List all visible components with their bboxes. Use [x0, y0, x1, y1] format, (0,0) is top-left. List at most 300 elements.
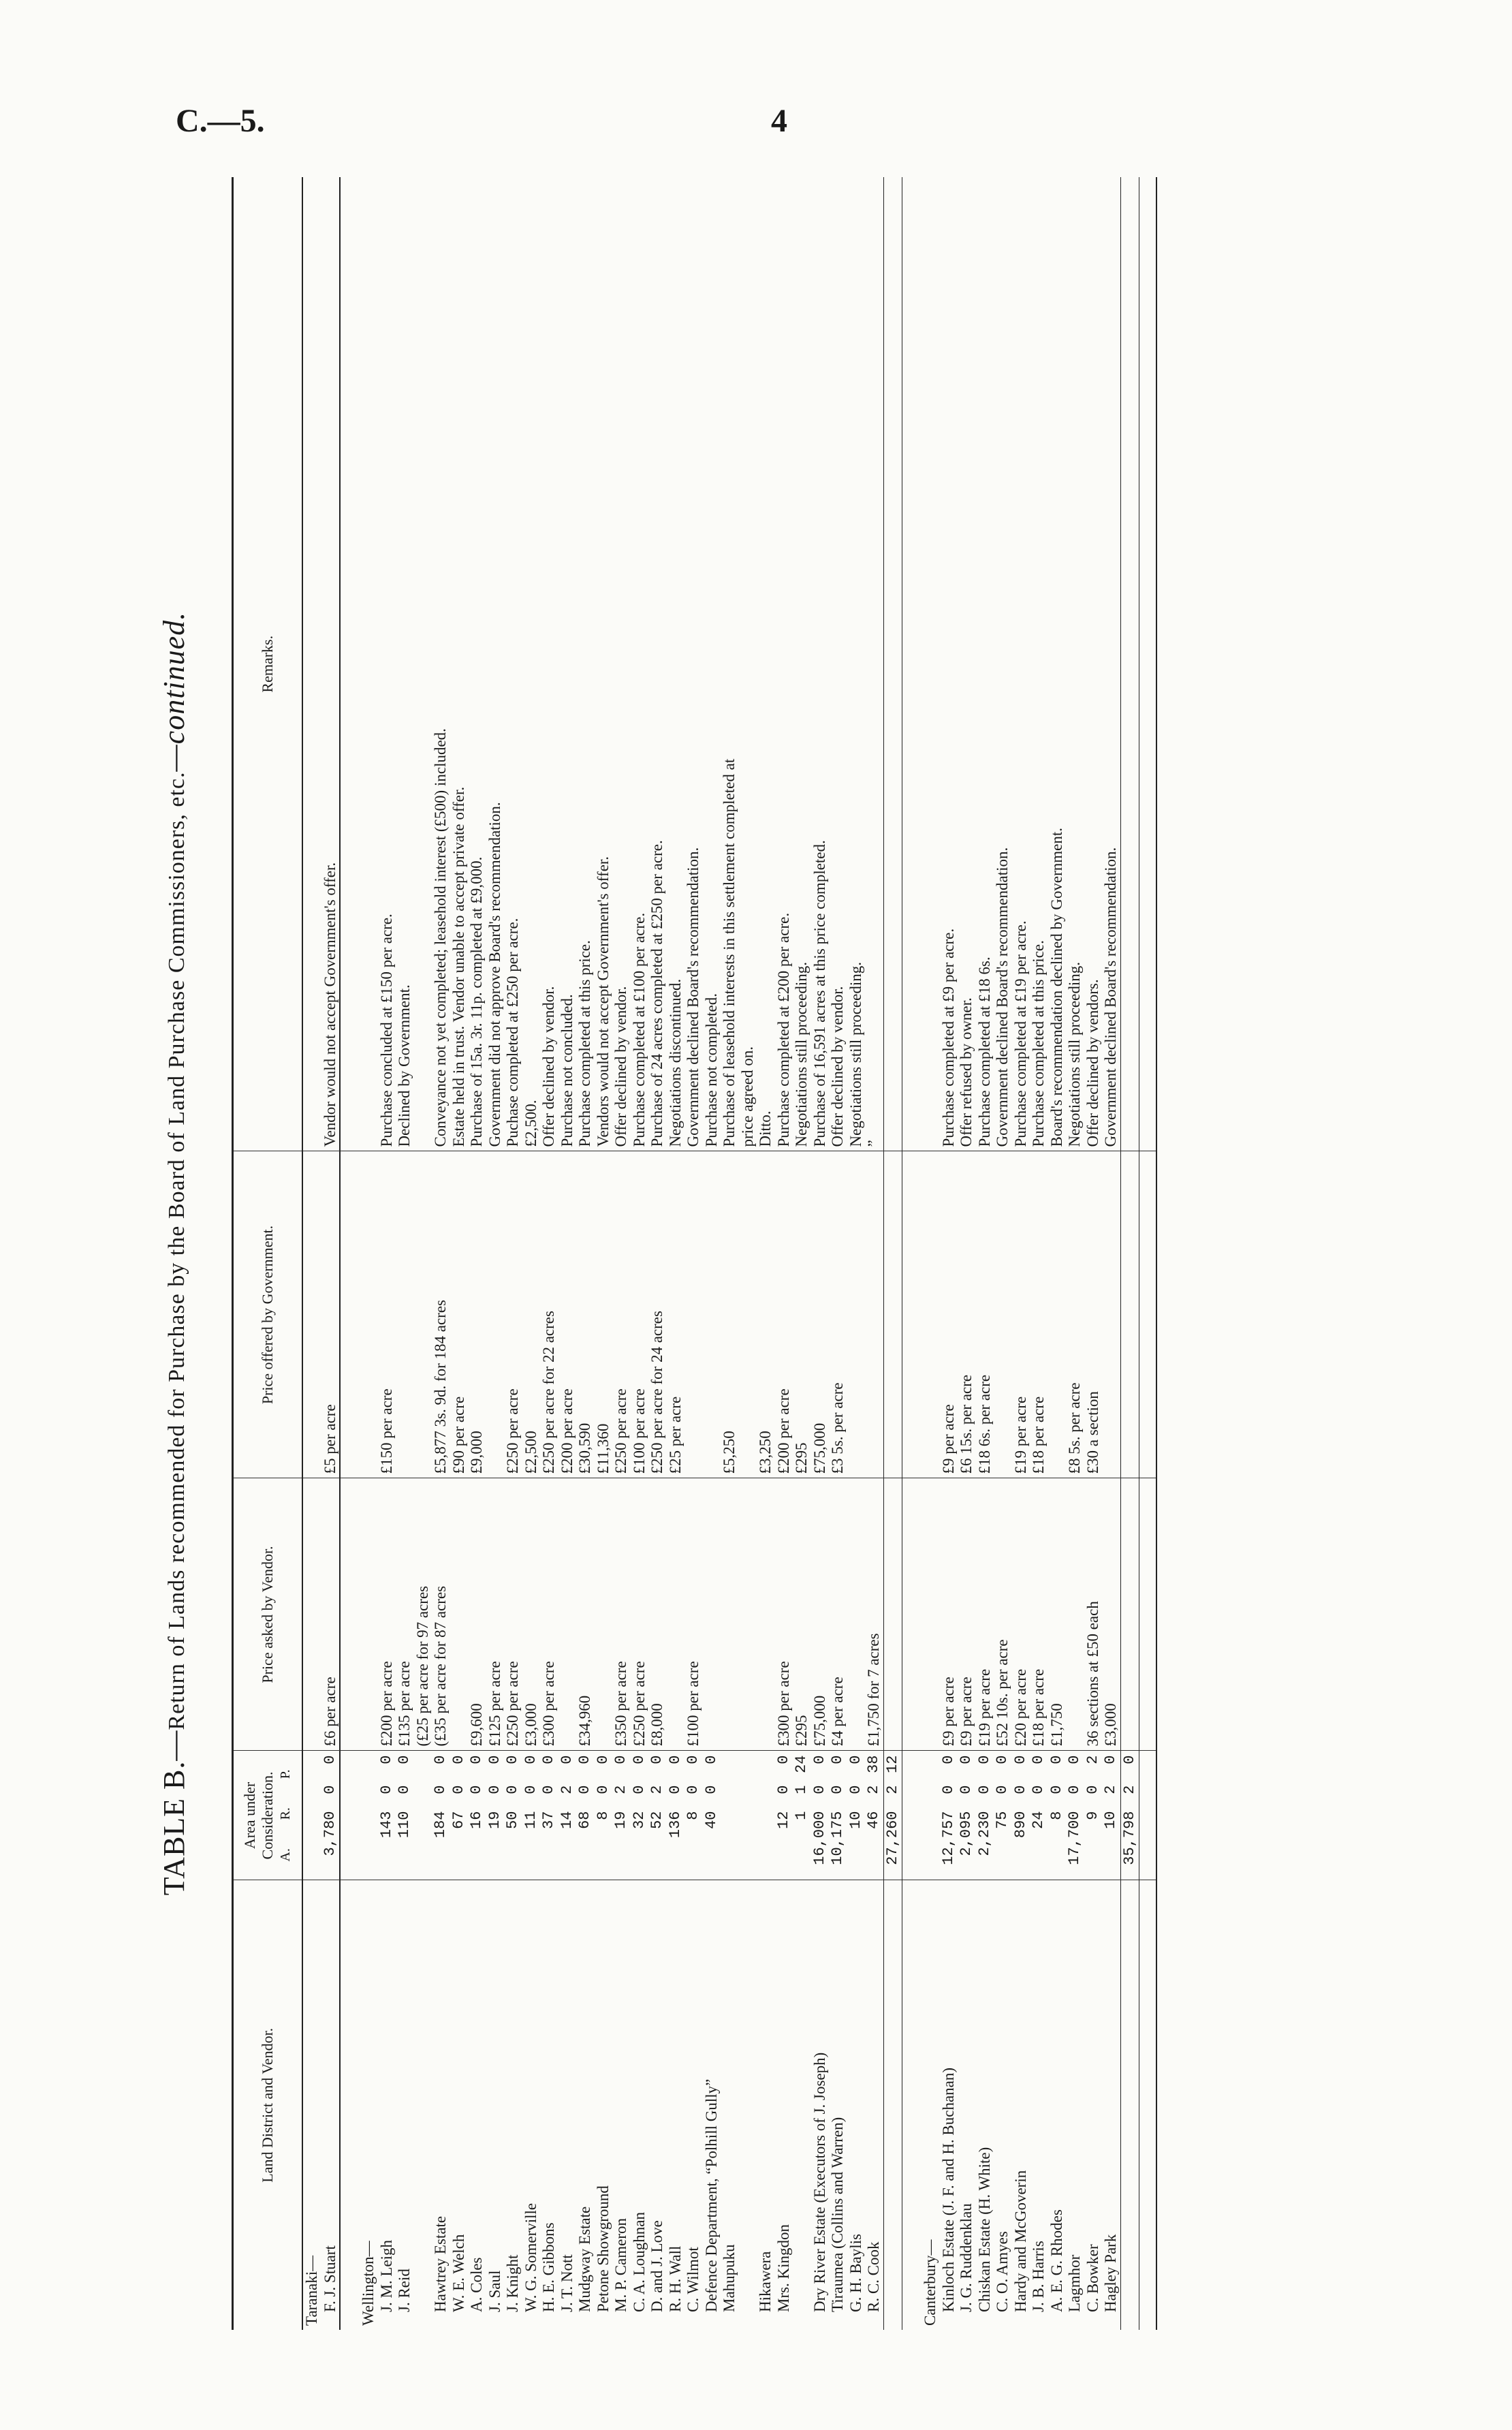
asked-cell: £200 per acre — [378, 1478, 396, 1751]
asked-cell: (£35 per acre for 87 acres — [432, 1478, 450, 1751]
area-cell — [994, 1751, 1012, 1880]
area-cell — [1048, 1751, 1067, 1880]
vendor-cell: J. Reid — [396, 1880, 414, 2330]
table-row — [847, 177, 866, 2330]
vendor-cell: J. T. Nott — [558, 1880, 577, 2330]
district-name: Canterbury— — [922, 1880, 940, 2330]
area-cell — [829, 1751, 847, 1880]
table-row — [396, 177, 414, 2330]
area-a: 19 — [486, 1811, 503, 1829]
asked-cell: £9 per acre — [958, 1478, 976, 1751]
area-p: 0 — [666, 1755, 684, 1764]
table-row — [958, 177, 976, 2330]
col-header-area — [233, 1751, 303, 1880]
area-cell — [432, 1751, 450, 1880]
offered-cell: £250 per acre — [504, 1151, 522, 1478]
offered-cell: £2,500 — [522, 1151, 541, 1478]
district-name: Wellington— — [360, 1880, 378, 2330]
area-a: 19 — [612, 1811, 629, 1829]
area-cell — [865, 1751, 883, 1880]
area-a: 37 — [540, 1811, 557, 1829]
offered-cell: £18 6s. per acre — [976, 1151, 994, 1478]
vendor-cell: W. E. Welch — [450, 1880, 469, 2330]
offered-cell: £30 a section — [1084, 1151, 1103, 1478]
col-header-remarks: Remarks. — [233, 177, 303, 1151]
offered-cell: £295 — [793, 1151, 811, 1478]
asked-cell: £250 per acre — [631, 1478, 649, 1751]
area-r: 0 — [321, 1785, 338, 1794]
vendor-cell: M. P. Cameron — [612, 1880, 631, 2330]
table-title — [157, 177, 191, 2330]
offered-cell: £19 per acre — [1012, 1151, 1030, 1478]
vendor-cell: C. Bowker — [1084, 1880, 1103, 2330]
asked-cell: £1,750 for 7 acres — [865, 1478, 883, 1751]
vendor-cell: Hagley Park — [1102, 1880, 1120, 2330]
area-cell — [811, 1751, 830, 1880]
area-p: 0 — [648, 1755, 665, 1764]
table-row — [667, 177, 685, 2330]
area-a: 16 — [468, 1811, 485, 1829]
offered-cell — [703, 1151, 721, 1478]
area-a: 143 — [377, 1811, 395, 1839]
area-p: 0 — [612, 1755, 629, 1764]
vendor-cell: J. Knight — [504, 1880, 522, 2330]
area-cell — [522, 1751, 541, 1880]
area-r: 0 — [1084, 1785, 1101, 1794]
area-r: 0 — [504, 1785, 521, 1794]
area-unit-a: A. — [278, 1848, 293, 1862]
area-p: 0 — [594, 1755, 612, 1764]
area-p: 0 — [829, 1755, 846, 1764]
area-p: 0 — [522, 1755, 539, 1764]
remarks-cell: price agreed on. — [738, 1046, 756, 1147]
area-cell — [414, 1751, 432, 1880]
area-a: 11 — [522, 1811, 539, 1829]
offered-cell — [847, 1151, 866, 1478]
vendor-cell: Kinloch Estate (J. F. and H. Buchanan) — [940, 1880, 958, 2330]
offered-cell: £25 per acre — [667, 1151, 685, 1478]
asked-cell: £34,960 — [576, 1478, 595, 1751]
area-r: 2 — [1120, 1785, 1138, 1794]
area-p: 0 — [1066, 1755, 1083, 1764]
table-row — [468, 177, 486, 2330]
area-r: 1 — [793, 1785, 810, 1794]
vendor-cell: C. Wilmot — [684, 1880, 703, 2330]
area-a: 136 — [666, 1811, 684, 1839]
remarks-cell: Conveyance not yet completed; leasehold interest (£500) included. — [432, 728, 449, 1147]
area-a: 10 — [1102, 1811, 1119, 1829]
area-cell — [450, 1751, 469, 1880]
table-row — [940, 177, 958, 2330]
district-name: Taranaki— — [302, 1880, 321, 2330]
area-cell — [1120, 1751, 1139, 1880]
area-a: 32 — [630, 1811, 648, 1829]
area-cell — [667, 1751, 685, 1880]
remarks-cell: Puchase completed at £250 per acre. — [504, 918, 521, 1147]
offered-cell — [865, 1151, 883, 1478]
table-body — [302, 177, 1156, 2330]
table-row — [558, 177, 577, 2330]
vendor-cell: J. M. Leigh — [378, 1880, 396, 2330]
asked-cell: £3,000 — [522, 1478, 541, 1751]
area-r: 0 — [1066, 1785, 1083, 1794]
offered-cell — [684, 1151, 703, 1478]
asked-cell: £20 per acre — [1012, 1478, 1030, 1751]
area-cell — [378, 1751, 396, 1880]
area-a: 2,230 — [975, 1811, 993, 1856]
area-unit-p: P. — [278, 1769, 293, 1779]
remarks-cell: Declined by Government. — [396, 984, 413, 1147]
remarks-cell: Purchase completed at £18 6s. — [975, 956, 993, 1147]
offered-cell: £90 per acre — [450, 1151, 469, 1478]
district-row — [360, 177, 378, 2330]
district-row — [302, 177, 321, 2330]
area-cell — [631, 1751, 649, 1880]
table-row — [1030, 177, 1048, 2330]
offered-cell: £150 per acre — [378, 1151, 396, 1478]
vendor-cell: G. H. Baylis — [847, 1880, 866, 2330]
area-a: 184 — [432, 1811, 449, 1839]
remarks-cell: Board's recommendation declined by Government. — [1048, 828, 1065, 1147]
table-continued: —continued. — [157, 611, 191, 772]
table-row — [378, 177, 396, 2330]
area-a: 27,260 — [883, 1811, 901, 1865]
asked-cell: £1,750 — [1048, 1478, 1067, 1751]
vendor-cell: Defence Department, “Polhill Gully” — [703, 1880, 721, 2330]
offered-cell: £250 per acre for 24 acres — [648, 1151, 667, 1478]
remarks-cell: Purchase not completed. — [702, 993, 720, 1147]
offered-cell: £3,250 — [757, 1151, 775, 1478]
area-p: 0 — [1102, 1755, 1119, 1764]
remarks-cell: Purchase completed at this price. — [1030, 940, 1047, 1147]
offered-cell: £5,877 3s. 9d. for 184 acres — [432, 1151, 450, 1478]
area-r: 0 — [810, 1785, 828, 1794]
area-a: 52 — [648, 1811, 665, 1829]
area-r: 0 — [958, 1785, 975, 1794]
remarks-cell: Government did not approve Board's recommendation. — [486, 802, 503, 1147]
area-r: 0 — [450, 1785, 467, 1794]
table-row — [865, 177, 883, 2330]
remarks-cell: Purchase concluded at £150 per acre. — [377, 914, 395, 1147]
area-cell — [558, 1751, 577, 1880]
table-row — [976, 177, 994, 2330]
remarks-cell: Purchase completed at £9 per acre. — [939, 928, 957, 1147]
area-a: 46 — [865, 1811, 882, 1829]
offered-cell: £75,000 — [811, 1151, 830, 1478]
remarks-cell: ” — [865, 1140, 882, 1147]
remarks-cell: Negotiations still proceeding. — [1066, 962, 1083, 1147]
area-a: 17,700 — [1066, 1811, 1083, 1865]
area-p: 0 — [1120, 1755, 1138, 1764]
asked-cell — [847, 1478, 866, 1751]
area-cell — [793, 1751, 811, 1880]
area-cell — [396, 1751, 414, 1880]
area-p: 0 — [321, 1755, 338, 1764]
table-row — [793, 177, 811, 2330]
table-row — [775, 177, 793, 2330]
offered-cell — [414, 1151, 432, 1478]
table-row — [648, 177, 667, 2330]
area-p: 0 — [939, 1755, 957, 1764]
area-cell — [1066, 1751, 1084, 1880]
area-r: 0 — [486, 1785, 503, 1794]
area-r: 0 — [468, 1785, 485, 1794]
remarks-cell: Government declined Board's recommendation. — [1102, 847, 1119, 1147]
asked-cell: £350 per acre — [612, 1478, 631, 1751]
remarks-cell: Offer refused by owner. — [958, 997, 975, 1147]
area-p: 12 — [883, 1755, 901, 1773]
area-p: 0 — [847, 1755, 864, 1764]
asked-cell: £3,000 — [1102, 1478, 1120, 1751]
asked-cell: £125 per acre — [486, 1478, 505, 1751]
offered-cell: £5,250 — [721, 1151, 739, 1478]
area-unit-r: R. — [278, 1807, 293, 1820]
area-r: 0 — [576, 1785, 593, 1794]
area-r: 2 — [1102, 1785, 1119, 1794]
vendor-cell: Hikawera — [757, 1880, 775, 2330]
area-cell — [739, 1751, 757, 1880]
offered-cell — [1102, 1151, 1120, 1478]
vendor-cell: Dry River Estate (Executors of J. Joseph) — [811, 1880, 830, 2330]
area-a: 2,095 — [958, 1811, 975, 1856]
area-p: 0 — [994, 1755, 1011, 1764]
asked-cell: £6 per acre — [321, 1478, 340, 1751]
offered-cell: £200 per acre — [775, 1151, 793, 1478]
total-row — [1120, 177, 1139, 2330]
area-a: 14 — [558, 1811, 576, 1829]
col-header-district: Land District and Vendor. — [233, 1880, 303, 2330]
asked-cell: £4 per acre — [829, 1478, 847, 1751]
table-row — [1066, 177, 1084, 2330]
vendor-cell: R. C. Cook — [865, 1880, 883, 2330]
area-a: 8 — [594, 1811, 612, 1820]
area-p: 0 — [396, 1755, 413, 1764]
asked-cell — [739, 1478, 757, 1751]
table-row — [1048, 177, 1067, 2330]
remarks-cell: Negotiations discontinued. — [666, 978, 684, 1147]
asked-cell: £75,000 — [811, 1478, 830, 1751]
area-cell — [612, 1751, 631, 1880]
area-cell — [883, 1751, 902, 1880]
vendor-cell: J. G. Ruddenklau — [958, 1880, 976, 2330]
area-p: 0 — [486, 1755, 503, 1764]
offered-cell: £5 per acre — [321, 1151, 340, 1478]
remarks-cell: Purchase of 15a. 3r. 11p. completed at £9,000. — [468, 856, 485, 1147]
area-p: 0 — [975, 1755, 993, 1764]
table-row — [504, 177, 522, 2330]
remarks-cell: Negotiations still proceeding. — [793, 962, 810, 1147]
remarks-cell: Vendor would not accept Government's offer. — [321, 862, 338, 1147]
asked-cell — [703, 1478, 721, 1751]
vendor-cell: Tiraumea (Collins and Warren) — [829, 1880, 847, 2330]
area-cell — [847, 1751, 866, 1880]
offered-cell: £250 per acre — [612, 1151, 631, 1478]
area-a: 24 — [1030, 1811, 1047, 1829]
asked-cell — [1066, 1478, 1084, 1751]
asked-cell: £52 10s. per acre — [994, 1478, 1012, 1751]
area-a: 40 — [702, 1811, 720, 1829]
area-a: 16,000 — [810, 1811, 828, 1865]
vendor-cell: A. E. G. Rhodes — [1048, 1880, 1067, 2330]
area-cell — [1012, 1751, 1030, 1880]
offered-cell: £6 15s. per acre — [958, 1151, 976, 1478]
remarks-cell: Purchase completed at £19 per acre. — [1011, 920, 1029, 1147]
area-p: 0 — [468, 1755, 485, 1764]
asked-cell — [595, 1478, 613, 1751]
area-cell — [684, 1751, 703, 1880]
remarks-cell: Purchase completed at this price. — [576, 940, 593, 1147]
area-p: 0 — [558, 1755, 576, 1764]
offered-cell: £18 per acre — [1030, 1151, 1048, 1478]
asked-cell: (£25 per acre for 97 acres — [414, 1478, 432, 1751]
area-r: 0 — [702, 1785, 720, 1794]
remarks-cell: Offer declined by vendor. — [540, 986, 557, 1147]
area-cell — [1102, 1751, 1120, 1880]
offered-cell: £30,590 — [576, 1151, 595, 1478]
remarks-cell: Purchase completed at £200 per acre. — [774, 912, 792, 1147]
offered-cell — [994, 1151, 1012, 1478]
asked-cell: £8,000 — [648, 1478, 667, 1751]
area-cell — [576, 1751, 595, 1880]
area-cell — [595, 1751, 613, 1880]
area-cell — [958, 1751, 976, 1880]
page-number: 4 — [771, 103, 787, 139]
remarks-cell: Negotiations still proceeding. — [847, 962, 864, 1147]
area-p: 0 — [1011, 1755, 1029, 1764]
remarks-cell — [414, 177, 432, 1151]
area-cell — [468, 1751, 486, 1880]
area-p: 0 — [684, 1755, 702, 1764]
district-row — [922, 177, 940, 2330]
table-row — [829, 177, 847, 2330]
vendor-cell: W. G. Somerville — [522, 1880, 541, 2330]
offered-cell: £8 5s. per acre — [1066, 1151, 1084, 1478]
vendor-cell: C. O. Amyes — [994, 1880, 1012, 2330]
area-r: 2 — [558, 1785, 576, 1794]
area-p: 0 — [810, 1755, 828, 1764]
area-r: 0 — [630, 1785, 648, 1794]
area-r: 0 — [684, 1785, 702, 1794]
table-row — [1102, 177, 1120, 2330]
area-r: 2 — [612, 1785, 629, 1794]
area-cell — [321, 1751, 340, 1880]
area-r: 2 — [883, 1785, 901, 1794]
vendor-cell: Lagmhor — [1066, 1880, 1084, 2330]
asked-cell: £9 per acre — [940, 1478, 958, 1751]
asked-cell: £19 per acre — [976, 1478, 994, 1751]
vendor-cell: J. B. Harris — [1030, 1880, 1048, 2330]
area-p: 0 — [540, 1755, 557, 1764]
remarks-cell: Offer declined by vendor. — [829, 986, 846, 1147]
area-r: 0 — [1030, 1785, 1047, 1794]
area-p: 0 — [958, 1755, 975, 1764]
table-row — [703, 177, 721, 2330]
vendor-cell: Hardy and McGoverin — [1012, 1880, 1030, 2330]
area-r: 2 — [648, 1785, 665, 1794]
vendor-cell: Chiskan Estate (H. White) — [976, 1880, 994, 2330]
remarks-cell: Offer declined by vendors. — [1084, 979, 1101, 1147]
area-r: 0 — [522, 1785, 539, 1794]
offered-cell: £11,360 — [595, 1151, 613, 1478]
asked-cell — [450, 1478, 469, 1751]
offered-cell — [1048, 1151, 1067, 1478]
area-r: 0 — [939, 1785, 957, 1794]
area-a: 68 — [576, 1811, 593, 1829]
asked-cell: £295 — [793, 1478, 811, 1751]
asked-cell — [667, 1478, 685, 1751]
table-row — [1084, 177, 1103, 2330]
vendor-cell: Mudgway Estate — [576, 1880, 595, 2330]
area-p: 24 — [793, 1755, 810, 1773]
remarks-cell: Purchase of 16,591 acres at this price completed. — [810, 840, 828, 1147]
asked-cell: £135 per acre — [396, 1478, 414, 1751]
remarks-cell: Government declined Board's recommendation. — [684, 847, 702, 1147]
remarks-cell: Offer declined by vendor. — [612, 986, 629, 1147]
asked-cell: £250 per acre — [504, 1478, 522, 1751]
vendor-cell: Mahupuku — [721, 1880, 739, 2330]
area-cell — [940, 1751, 958, 1880]
area-r: 0 — [829, 1785, 846, 1794]
area-r: 0 — [994, 1785, 1011, 1794]
vendor-cell: H. E. Gibbons — [540, 1880, 558, 2330]
remarks-cell: Purchase of leasehold interests in this settlement completed at — [721, 758, 738, 1147]
vendor-cell: Hawtrey Estate — [432, 1880, 450, 2330]
table-header-row — [233, 177, 303, 2330]
table-row — [595, 177, 613, 2330]
offered-cell: £200 per acre — [558, 1151, 577, 1478]
table-row — [321, 177, 340, 2330]
remarks-cell: Purchase of 24 acres completed at £250 per acre. — [648, 840, 665, 1147]
remarks-cell: Purchase not concluded. — [558, 994, 576, 1147]
asked-cell: £100 per acre — [684, 1478, 703, 1751]
area-r: 0 — [540, 1785, 557, 1794]
area-a: 50 — [504, 1811, 521, 1829]
vendor-cell: A. Coles — [468, 1880, 486, 2330]
area-a: 9 — [1084, 1811, 1101, 1820]
offered-cell: £9,000 — [468, 1151, 486, 1478]
area-a: 8 — [684, 1811, 702, 1820]
table-row — [432, 177, 450, 2330]
area-a: 10,175 — [829, 1811, 846, 1865]
area-cell — [976, 1751, 994, 1880]
page-header — [0, 102, 1512, 157]
area-r: 0 — [847, 1785, 864, 1794]
table-row — [739, 177, 757, 2330]
area-r: 0 — [377, 1785, 395, 1794]
area-r: 0 — [594, 1785, 612, 1794]
asked-cell: 36 sections at £50 each — [1084, 1478, 1103, 1751]
vendor-cell: F. J. Stuart — [321, 1880, 340, 2330]
area-p: 0 — [702, 1755, 720, 1764]
area-a: 8 — [1048, 1811, 1065, 1820]
area-a: 1 — [793, 1811, 810, 1820]
col-header-asked: Price asked by Vendor. — [233, 1478, 303, 1751]
area-p: 38 — [865, 1755, 882, 1773]
vendor-cell: D. and J. Love — [648, 1880, 667, 2330]
table-label: TABLE B.— — [157, 1730, 191, 1896]
area-r: 0 — [975, 1785, 993, 1794]
table-row — [612, 177, 631, 2330]
remarks-cell: Government declined Board's recommendation. — [994, 847, 1011, 1147]
area-p: 0 — [1048, 1755, 1065, 1764]
table-row — [540, 177, 558, 2330]
area-r: 0 — [396, 1785, 413, 1794]
asked-cell — [721, 1478, 739, 1751]
area-a: 10 — [847, 1811, 864, 1829]
area-cell — [721, 1751, 739, 1880]
area-cell — [757, 1751, 775, 1880]
area-header-label: Area under Consideration. — [241, 1771, 276, 1860]
